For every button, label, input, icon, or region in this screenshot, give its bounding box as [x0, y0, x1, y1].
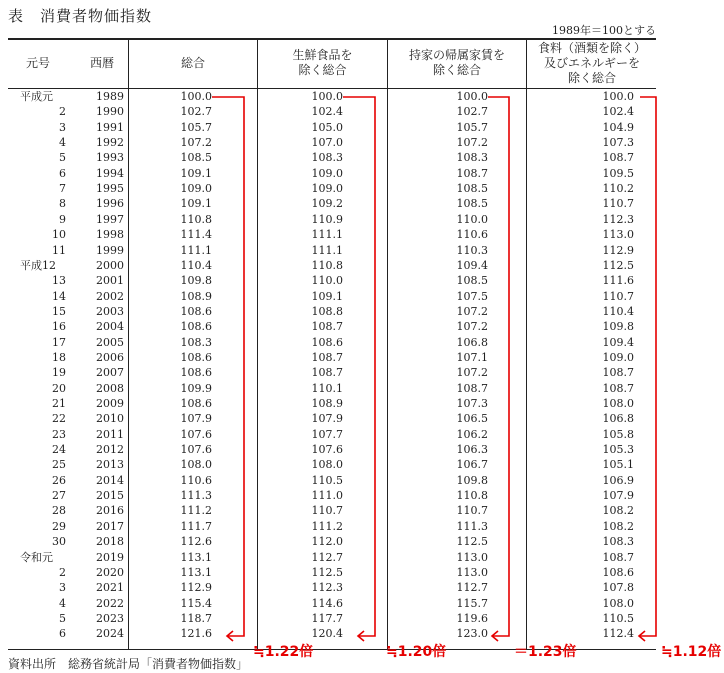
cell-total: 108.5 [180, 151, 212, 165]
cell-excl-rent: 110.6 [456, 228, 488, 242]
cell-total: 121.6 [180, 627, 212, 641]
cell-excl-rent: 110.7 [456, 504, 488, 518]
header-total: 総合 [180, 56, 205, 70]
header-excl-fresh-line1: 生鮮食品を [292, 48, 353, 62]
cell-excl-rent: 110.8 [456, 489, 488, 503]
cell-era: 3 [59, 581, 66, 595]
cell-excl-rent: 108.3 [456, 151, 488, 165]
cell-excl-food-energy: 109.5 [602, 166, 634, 180]
cell-excl-rent: 106.8 [456, 335, 488, 349]
arrow-excl-fresh [343, 97, 375, 636]
cell-excl-food-energy: 108.7 [602, 151, 634, 165]
header-excl-fresh-line2: 除く総合 [298, 63, 347, 77]
arrow-excl-food-energy [639, 97, 656, 636]
cell-excl-food-energy: 110.5 [602, 611, 634, 625]
cell-excl-rent: 108.5 [456, 274, 488, 288]
cell-era: 18 [52, 350, 66, 364]
cell-era: 10 [52, 228, 66, 242]
cell-excl-fresh: 107.9 [311, 412, 343, 426]
cell-era: 6 [59, 627, 66, 641]
cell-excl-food-energy: 102.4 [602, 105, 634, 119]
cell-year: 1996 [96, 197, 124, 211]
cell-excl-rent: 105.7 [456, 120, 488, 134]
cell-total: 105.7 [180, 120, 212, 134]
cell-excl-food-energy: 107.8 [602, 581, 634, 595]
cell-era: 7 [59, 182, 66, 196]
cell-excl-rent: 106.3 [456, 443, 488, 457]
cell-excl-fresh: 108.7 [311, 366, 343, 380]
cell-excl-food-energy: 108.7 [602, 550, 634, 564]
cell-total: 115.4 [180, 596, 212, 610]
header-year: 西暦 [89, 56, 114, 70]
cell-excl-fresh: 105.0 [311, 120, 343, 134]
cell-excl-fresh: 110.0 [311, 274, 343, 288]
cell-year: 2020 [96, 565, 124, 579]
cell-excl-fresh: 112.0 [311, 535, 343, 549]
cell-excl-food-energy: 108.3 [602, 535, 634, 549]
table-title: 表 消費者物価指数 [8, 7, 153, 25]
cell-era: 22 [52, 412, 66, 426]
cell-excl-rent: 107.2 [456, 320, 488, 334]
cell-year: 2013 [96, 458, 124, 472]
cell-total: 111.2 [180, 504, 212, 518]
cell-excl-fresh: 112.3 [311, 581, 343, 595]
cell-excl-fresh: 110.7 [311, 504, 343, 518]
cell-total: 108.6 [180, 320, 212, 334]
cell-excl-fresh: 107.7 [311, 427, 343, 441]
cell-excl-rent: 123.0 [456, 627, 488, 641]
cell-era: 2 [59, 105, 66, 119]
cell-total: 109.1 [180, 197, 212, 211]
cell-excl-food-energy: 111.6 [602, 274, 634, 288]
cell-excl-fresh: 109.0 [311, 182, 343, 196]
cell-excl-rent: 108.7 [456, 166, 488, 180]
cell-excl-fresh: 102.4 [311, 105, 343, 119]
cell-total: 113.1 [180, 565, 212, 579]
cell-year: 1990 [96, 105, 124, 119]
cell-excl-fresh: 110.1 [311, 381, 343, 395]
cell-era: 5 [59, 151, 66, 165]
cell-era: 20 [52, 381, 66, 395]
cell-total: 110.8 [180, 212, 212, 226]
cell-excl-fresh: 111.1 [311, 228, 343, 242]
cell-year: 2001 [96, 274, 124, 288]
cell-total: 112.9 [180, 581, 212, 595]
cell-excl-fresh: 108.6 [311, 335, 343, 349]
cell-year: 2023 [96, 611, 124, 625]
cell-total: 118.7 [180, 611, 212, 625]
cell-excl-fresh: 117.7 [311, 611, 343, 625]
cell-era: 9 [59, 212, 66, 226]
cell-excl-rent: 110.0 [456, 212, 488, 226]
cell-total: 109.8 [180, 274, 212, 288]
cell-era: 23 [52, 427, 66, 441]
cell-era: 6 [59, 166, 66, 180]
cell-excl-rent: 109.8 [456, 473, 488, 487]
cell-year: 2004 [96, 320, 124, 334]
cell-total: 110.6 [180, 473, 212, 487]
cell-excl-rent: 106.7 [456, 458, 488, 472]
cell-excl-fresh: 111.0 [311, 489, 343, 503]
arrow-excl-rent [488, 97, 509, 636]
cell-year: 1993 [96, 151, 124, 165]
cell-excl-food-energy: 112.9 [602, 243, 634, 257]
cell-excl-food-energy: 110.2 [602, 182, 634, 196]
cell-excl-fresh: 110.8 [311, 258, 343, 272]
source-note: 資料出所 総務省統計局「消費者物価指数」 [8, 657, 249, 671]
cell-excl-rent: 107.2 [456, 136, 488, 150]
cell-total: 108.6 [180, 397, 212, 410]
cell-era: 28 [52, 504, 66, 518]
cell-excl-fresh: 108.3 [311, 151, 343, 165]
cell-excl-rent: 108.5 [456, 197, 488, 211]
cell-year: 1992 [96, 136, 124, 150]
cell-total: 107.6 [180, 427, 212, 441]
cell-year: 2003 [96, 304, 124, 318]
cell-year: 2017 [96, 519, 124, 533]
cell-era: 30 [52, 535, 66, 549]
cell-total: 110.4 [180, 258, 212, 272]
cell-total: 108.0 [180, 458, 212, 472]
cell-excl-fresh: 108.0 [311, 458, 343, 472]
cell-total: 109.0 [180, 182, 212, 196]
cell-excl-food-energy: 108.0 [602, 596, 634, 610]
cell-excl-food-energy: 106.8 [602, 412, 634, 426]
cell-excl-rent: 102.7 [456, 105, 488, 119]
cell-year: 1989 [96, 90, 124, 103]
cell-excl-food-energy: 108.2 [602, 504, 634, 518]
cell-excl-rent: 107.5 [456, 289, 488, 303]
cell-excl-food-energy: 108.2 [602, 519, 634, 533]
ratio-excl-rent: ＝1.23倍 [514, 644, 577, 660]
cell-era: 2 [59, 565, 66, 579]
cell-excl-fresh: 110.5 [311, 473, 343, 487]
cell-year: 2009 [96, 397, 124, 410]
cell-era: 21 [52, 397, 66, 410]
cell-excl-food-energy: 108.7 [602, 366, 634, 380]
cell-excl-rent: 110.3 [456, 243, 488, 257]
cell-excl-food-energy: 105.1 [602, 458, 634, 472]
cell-excl-food-energy: 106.9 [602, 473, 634, 487]
cell-era: 5 [59, 611, 66, 625]
cell-excl-fresh: 108.7 [311, 350, 343, 364]
cell-total: 112.6 [180, 535, 212, 549]
cell-year: 2016 [96, 504, 124, 518]
cell-era: 平成元 [20, 90, 53, 103]
cell-excl-fresh: 107.0 [311, 136, 343, 150]
cell-era: 3 [59, 120, 66, 134]
cell-total: 111.4 [180, 228, 212, 242]
cell-total: 107.2 [180, 136, 212, 150]
cell-era: 平成12 [20, 258, 56, 272]
cell-era: 24 [52, 443, 66, 457]
cell-excl-fresh: 110.9 [311, 212, 343, 226]
cell-excl-rent: 113.0 [456, 550, 488, 564]
cell-excl-food-energy: 109.0 [602, 350, 634, 364]
cell-year: 2010 [96, 412, 124, 426]
cell-year: 2018 [96, 535, 124, 549]
cell-year: 2019 [96, 550, 124, 564]
cell-year: 2011 [96, 427, 124, 441]
cell-era: 15 [52, 304, 66, 318]
cell-era: 4 [59, 136, 66, 150]
cell-era: 4 [59, 596, 66, 610]
cell-excl-rent: 109.4 [456, 258, 488, 272]
cell-total: 111.7 [180, 519, 212, 533]
cell-era: 25 [52, 458, 66, 472]
cell-excl-fresh: 112.5 [311, 565, 343, 579]
cell-year: 2015 [96, 489, 124, 503]
base-year-note: 1989年＝100とする [552, 24, 656, 37]
cell-excl-food-energy: 108.0 [602, 397, 634, 410]
cell-era: 16 [52, 320, 66, 334]
cell-total: 113.1 [180, 550, 212, 564]
cell-year: 2006 [96, 350, 124, 364]
cell-excl-food-energy: 105.8 [602, 427, 634, 441]
cell-excl-food-energy: 112.5 [602, 258, 634, 272]
cell-excl-rent: 100.0 [456, 90, 488, 103]
cell-excl-food-energy: 105.3 [602, 443, 634, 457]
header-era: 元号 [25, 56, 50, 70]
cell-total: 108.9 [180, 289, 212, 303]
cell-excl-fresh: 108.9 [311, 397, 343, 410]
cell-year: 2012 [96, 443, 124, 457]
cell-total: 108.6 [180, 350, 212, 364]
cell-excl-food-energy: 112.4 [602, 627, 634, 641]
cell-excl-rent: 111.3 [456, 519, 488, 533]
cell-excl-food-energy: 109.4 [602, 335, 634, 349]
ratio-total: ≒1.22倍 [253, 644, 314, 660]
cell-excl-fresh: 108.7 [311, 320, 343, 334]
header-excl-rent-line2: 除く総合 [432, 63, 481, 77]
cell-excl-food-energy: 110.7 [602, 289, 634, 303]
cell-excl-fresh: 100.0 [311, 90, 343, 103]
cell-total: 107.9 [180, 412, 212, 426]
cell-total: 100.0 [180, 90, 212, 103]
cell-year: 2024 [96, 627, 124, 641]
arrow-total [212, 97, 244, 636]
cell-excl-rent: 119.6 [456, 611, 488, 625]
cell-total: 108.6 [180, 304, 212, 318]
cell-excl-fresh: 108.8 [311, 304, 343, 318]
cell-total: 109.1 [180, 166, 212, 180]
cell-era: 27 [52, 489, 66, 503]
cell-excl-rent: 107.1 [456, 350, 488, 364]
header-excl-food-energy-line1: 食料（酒類を除く） [537, 41, 646, 55]
header-excl-food-energy-line3: 除く総合 [567, 71, 616, 85]
cell-era: 13 [52, 274, 66, 288]
cell-total: 111.1 [180, 243, 212, 257]
header-excl-food-energy-line2: 及びエネルギーを [543, 56, 640, 70]
cell-excl-food-energy: 110.7 [602, 197, 634, 211]
cell-excl-fresh: 109.1 [311, 289, 343, 303]
cell-excl-food-energy: 100.0 [602, 90, 634, 103]
ratio-excl-food-energy: ≒1.12倍 [661, 644, 722, 660]
cell-total: 108.6 [180, 366, 212, 380]
cell-excl-fresh: 107.6 [311, 443, 343, 457]
cell-excl-food-energy: 108.6 [602, 565, 634, 579]
cell-excl-rent: 108.7 [456, 381, 488, 395]
cell-total: 108.3 [180, 335, 212, 349]
cell-total: 109.9 [180, 381, 212, 395]
cell-excl-rent: 112.7 [456, 581, 488, 595]
cell-year: 2022 [96, 596, 124, 610]
cell-year: 2014 [96, 473, 124, 487]
cell-excl-rent: 106.5 [456, 412, 488, 426]
cell-excl-fresh: 120.4 [311, 627, 343, 641]
cell-excl-fresh: 109.2 [311, 197, 343, 211]
cell-excl-rent: 112.5 [456, 535, 488, 549]
cell-excl-rent: 107.2 [456, 304, 488, 318]
cell-year: 2000 [96, 258, 124, 272]
cell-year: 2008 [96, 381, 124, 395]
cell-excl-rent: 113.0 [456, 565, 488, 579]
cell-excl-fresh: 114.6 [311, 596, 343, 610]
cell-excl-food-energy: 110.4 [602, 304, 634, 318]
cell-excl-food-energy: 109.8 [602, 320, 634, 334]
cell-era: 令和元 [20, 550, 53, 564]
cell-excl-rent: 106.2 [456, 427, 488, 441]
cell-excl-food-energy: 107.9 [602, 489, 634, 503]
cell-excl-rent: 115.7 [456, 596, 488, 610]
cell-year: 2002 [96, 289, 124, 303]
cell-excl-fresh: 111.1 [311, 243, 343, 257]
cell-excl-food-energy: 108.7 [602, 381, 634, 395]
ratio-excl-fresh: ≒1.20倍 [386, 644, 447, 660]
cell-year: 2007 [96, 366, 124, 380]
cell-year: 2021 [96, 581, 124, 595]
cell-excl-food-energy: 113.0 [602, 228, 634, 242]
cell-era: 19 [52, 366, 66, 380]
cell-excl-rent: 108.5 [456, 182, 488, 196]
cell-excl-food-energy: 107.3 [602, 136, 634, 150]
cell-year: 1998 [96, 228, 124, 242]
cell-era: 14 [52, 289, 66, 303]
cell-era: 29 [52, 519, 66, 533]
header-excl-rent-line1: 持家の帰属家賃を [408, 48, 505, 62]
cell-excl-fresh: 111.2 [311, 519, 343, 533]
cell-total: 102.7 [180, 105, 212, 119]
cell-total: 107.6 [180, 443, 212, 457]
cell-excl-food-energy: 104.9 [602, 120, 634, 134]
cell-year: 1994 [96, 166, 124, 180]
cell-excl-fresh: 112.7 [311, 550, 343, 564]
cell-era: 11 [52, 243, 66, 257]
cell-year: 1995 [96, 182, 124, 196]
cell-excl-rent: 107.3 [456, 397, 488, 410]
cell-excl-fresh: 109.0 [311, 166, 343, 180]
cell-era: 17 [52, 335, 66, 349]
cell-year: 1999 [96, 243, 124, 257]
cell-era: 8 [59, 197, 66, 211]
cell-excl-rent: 107.2 [456, 366, 488, 380]
cell-excl-food-energy: 112.3 [602, 212, 634, 226]
cell-year: 1997 [96, 212, 124, 226]
cell-year: 2005 [96, 335, 124, 349]
cell-era: 26 [52, 473, 66, 487]
cell-total: 111.3 [180, 489, 212, 503]
cell-year: 1991 [96, 120, 124, 134]
